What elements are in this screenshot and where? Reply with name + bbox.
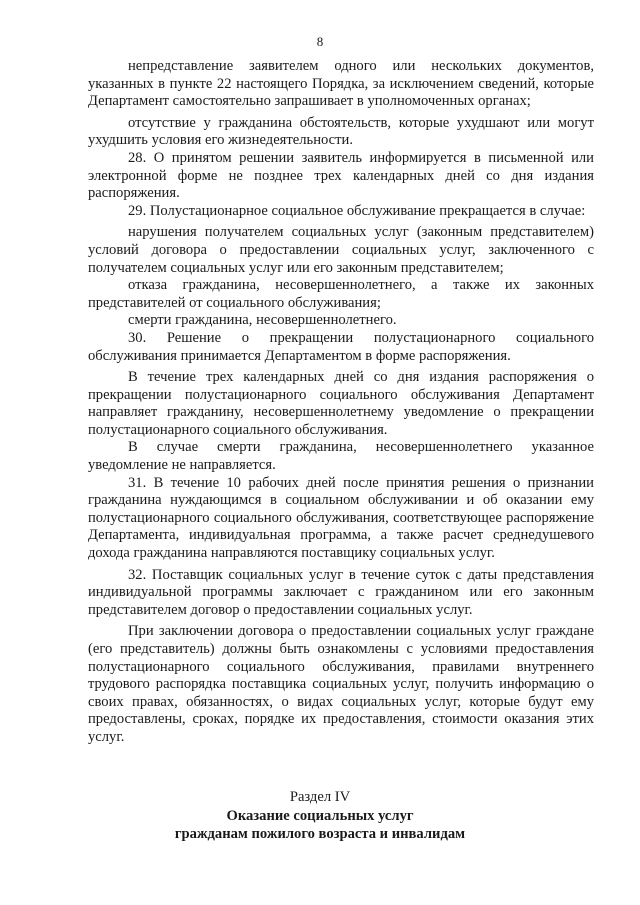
paragraph-29: 29. Полустационарное социальное обслуживание прекращается в случае: (128, 202, 586, 219)
section-title-line-2: гражданам пожилого возраста и инвалидам (174, 826, 466, 842)
paragraph-death-notice: В случае смерти гражданина, несовершеннолетнего указанное уведомление не направляется. (88, 439, 594, 474)
paragraph-28: 28. О принятом решении заявитель информируется в письменной или электронной форме не позднее трех календарных дней со дня издания распоряжения. (88, 149, 594, 202)
paragraph-31: 31. В течение 10 рабочих дней после принятия решения о признании гражданина нуждающимся в социальном обслуживании и об оказании ему полустационарного социального обслуживания, соответствующее распоряжение Департамента, индивидуальная программа, а также расчет среднедушевого дохода гражданина направляются поставщику социальных услуг. (88, 474, 594, 562)
paragraph-refusal: отказа гражданина, несовершеннолетнего, а также их законных представителей от социального обслуживания; (88, 277, 594, 311)
paragraph-no-circumstances: отсутствие у гражданина обстоятельств, которые ухудшают или могут ухудшить условия его жизнедеятельности. (88, 114, 594, 149)
paragraph-30: 30. Решение о прекращении полустационарного социального обслуживания принимается Департаментом в форме распоряжения. (88, 329, 594, 364)
paragraph-nonsubmission: непредставление заявителем одного или нескольких документов, указанных в пункте 22 настоящего Порядка, за исключением сведений, которые Департамент самостоятельно запрашивает в уполномоченных органах; (88, 58, 594, 110)
paragraph-violation: нарушения получателем социальных услуг (законным представителем) условий договора о предоставлении социальных услуг, заключенного с получателем социальных услуг или его законным представителем; (88, 224, 594, 276)
paragraph-contract: При заключении договора о предоставлении социальных услуг граждане (его представитель) должны быть ознакомлены с условиями предоставления полустационарного социального обслуживания, правилами внутреннего трудового распорядка поставщика социальных услуг, получить информацию о своих правах, обязанностях, о видах социальных услуг, которые будут ему предоставлены, сроках, порядке их предоставления, стоимости оказания этих услуг. (88, 623, 594, 745)
paragraph-notification: В течение трех календарных дней со дня издания распоряжения о прекращении полустационарного социального обслуживания Департамент направляет гражданину, несовершеннолетнему уведомление о прекращении полустационарного социального обслуживания. (88, 369, 594, 438)
body-text (88, 58, 594, 747)
paragraph-death: смерти гражданина, несовершеннолетнего. (128, 312, 397, 329)
section-heading: Раздел IV (289, 789, 351, 805)
paragraph-32: 32. Поставщик социальных услуг в течение суток с даты представления индивидуальной программы заключает с гражданином или его законным представителем договор о предоставлении социальных услуг. (88, 566, 594, 618)
section-title-line-1: Оказание социальных услуг (226, 807, 414, 824)
section-header (0, 788, 640, 844)
page-number: 8 (316, 34, 324, 49)
